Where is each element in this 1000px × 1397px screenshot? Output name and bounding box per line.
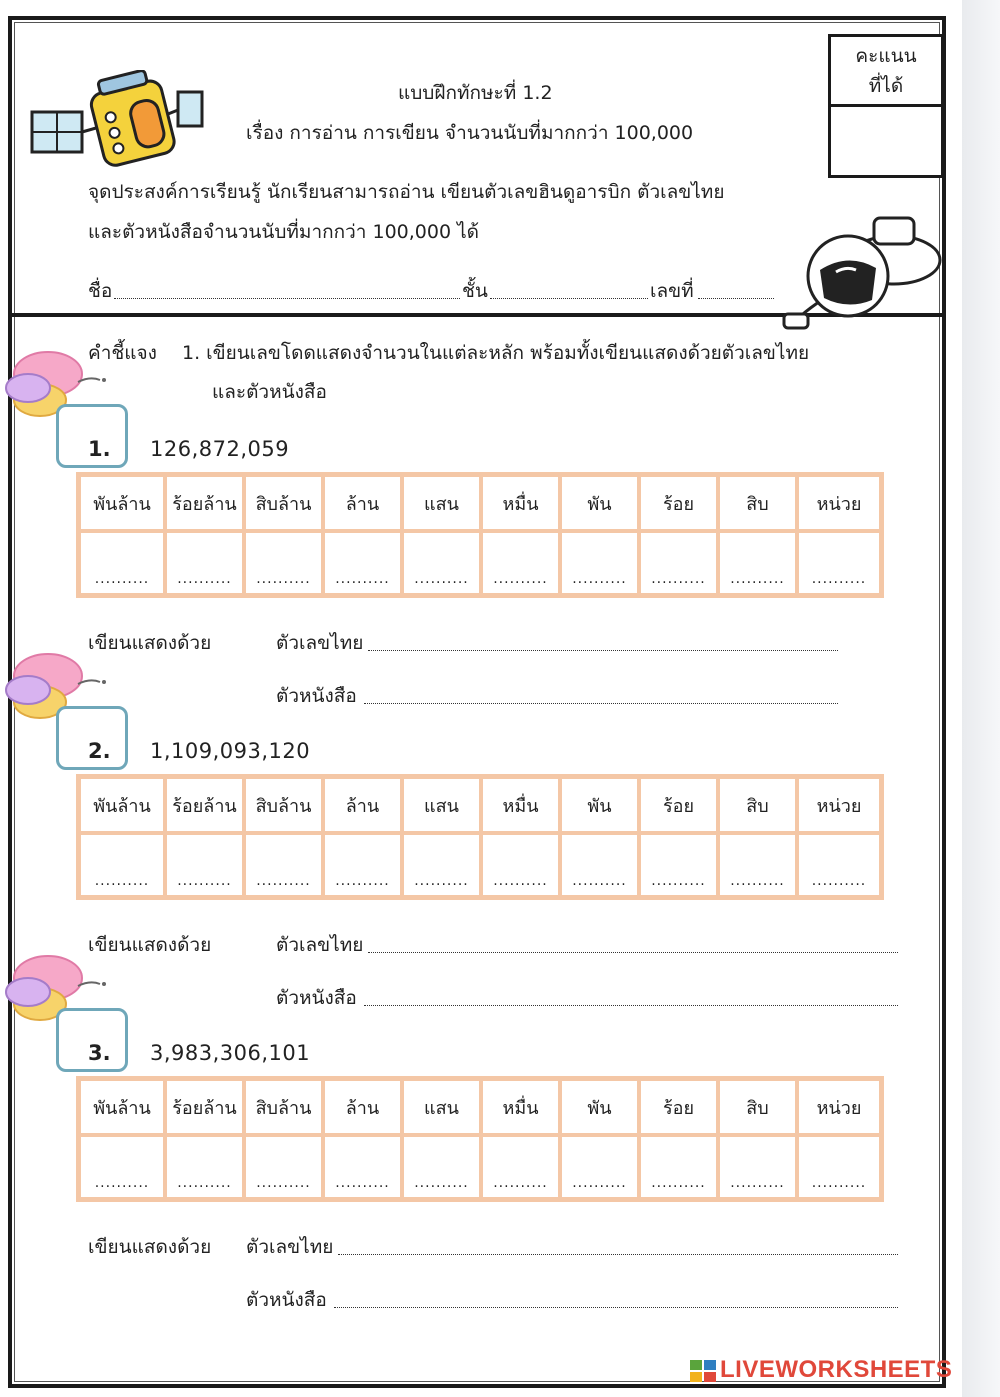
digit-input-cell[interactable]: .......... <box>560 531 639 595</box>
digit-input-cell[interactable]: .......... <box>481 833 560 897</box>
thai-numeral-input[interactable] <box>338 1254 898 1255</box>
thai-numeral-input[interactable] <box>368 952 898 953</box>
place-value-header: สิบ <box>718 475 797 531</box>
digit-input-cell[interactable]: .......... <box>402 833 481 897</box>
digit-input-cell[interactable]: .......... <box>244 1135 323 1199</box>
instructions-label: คำชี้แจง <box>88 342 157 364</box>
digit-input-cell[interactable]: .......... <box>797 531 881 595</box>
place-value-header: หน่วย <box>797 777 881 833</box>
liveworksheets-brand: LIVEWORKSHEETS <box>720 1356 953 1383</box>
digit-input-cell[interactable]: .......... <box>481 531 560 595</box>
digit-input-cell[interactable]: .......... <box>797 1135 881 1199</box>
digit-input-cell[interactable]: .......... <box>79 1135 165 1199</box>
digit-input-cell[interactable]: .......... <box>560 1135 639 1199</box>
score-box <box>828 34 944 178</box>
score-label: คะแนน ที่ได้ <box>831 37 941 107</box>
place-value-header: ร้อยล้าน <box>165 475 244 531</box>
place-value-header: แสน <box>402 475 481 531</box>
place-value-header: แสน <box>402 777 481 833</box>
thai-numeral-input[interactable] <box>368 650 838 651</box>
digit-input-cell[interactable]: .......... <box>639 833 718 897</box>
thai-numeral-label: ตัวเลขไทย <box>246 1236 334 1258</box>
place-value-header: แสน <box>402 1079 481 1135</box>
digit-input-cell[interactable]: .......... <box>165 531 244 595</box>
words-input[interactable] <box>364 703 838 704</box>
digit-input-cell[interactable]: .......... <box>79 531 165 595</box>
digit-input-cell[interactable]: .......... <box>639 531 718 595</box>
objective-line-1: จุดประสงค์การเรียนรู้ นักเรียนสามารถอ่าน เขียนตัวเลขฮินดูอารบิก ตัวเลขไทย <box>88 181 725 203</box>
place-value-header: สิบล้าน <box>244 777 323 833</box>
thai-numeral-label: ตัวเลขไทย <box>276 632 364 654</box>
score-input-area[interactable] <box>831 107 941 175</box>
words-label: ตัวหนังสือ <box>276 685 357 707</box>
student-number-field[interactable] <box>698 298 774 299</box>
place-value-table <box>76 1076 884 1202</box>
place-value-header: ล้าน <box>323 777 402 833</box>
place-value-header: พัน <box>560 1079 639 1135</box>
words-label: ตัวหนังสือ <box>246 1289 327 1311</box>
objective-line-2: และตัวหนังสือจำนวนนับที่มากกว่า 100,000 ได้ <box>88 221 480 243</box>
digit-input-cell[interactable]: .......... <box>718 531 797 595</box>
page-edge-shade <box>962 0 1000 1397</box>
place-value-header: ร้อย <box>639 475 718 531</box>
class-field[interactable] <box>490 298 648 299</box>
place-value-header: พันล้าน <box>79 1079 165 1135</box>
place-value-header: หมื่น <box>481 475 560 531</box>
place-value-header: ล้าน <box>323 475 402 531</box>
place-value-header: ล้าน <box>323 1079 402 1135</box>
place-value-header: พันล้าน <box>79 475 165 531</box>
digit-input-cell[interactable]: .......... <box>165 833 244 897</box>
problem-number: 3. <box>88 1041 111 1065</box>
write-label: เขียนแสดงด้วย <box>88 1236 212 1258</box>
place-value-header: สิบ <box>718 1079 797 1135</box>
place-value-header: ร้อยล้าน <box>165 1079 244 1135</box>
place-value-header: ร้อย <box>639 777 718 833</box>
class-label: ชั้น <box>462 280 488 302</box>
instructions-line-2: และตัวหนังสือ <box>212 381 327 403</box>
digit-input-cell[interactable]: .......... <box>639 1135 718 1199</box>
digit-input-cell[interactable]: .......... <box>323 531 402 595</box>
place-value-table <box>76 472 884 598</box>
place-value-header: หน่วย <box>797 475 881 531</box>
exercise-title: แบบฝึกทักษะที่ 1.2 <box>398 82 553 104</box>
problem-number: 1. <box>88 437 111 461</box>
write-label: เขียนแสดงด้วย <box>88 632 212 654</box>
digit-input-cell[interactable]: .......... <box>165 1135 244 1199</box>
digit-input-cell[interactable]: .......... <box>244 833 323 897</box>
digit-input-cell[interactable]: .......... <box>718 1135 797 1199</box>
problem-value: 1,109,093,120 <box>150 739 311 763</box>
place-value-header: สิบล้าน <box>244 475 323 531</box>
problem-value: 126,872,059 <box>150 437 290 461</box>
words-input[interactable] <box>334 1307 898 1308</box>
place-value-header: หมื่น <box>481 777 560 833</box>
place-value-table <box>76 774 884 900</box>
place-value-header: หน่วย <box>797 1079 881 1135</box>
place-value-header: หมื่น <box>481 1079 560 1135</box>
place-value-header: พัน <box>560 777 639 833</box>
digit-input-cell[interactable]: .......... <box>79 833 165 897</box>
instructions-line-1: 1. เขียนเลขโดดแสดงจำนวนในแต่ละหลัก พร้อมทั้งเขียนแสดงด้วยตัวเลขไทย <box>182 342 810 364</box>
digit-input-cell[interactable]: .......... <box>402 1135 481 1199</box>
digit-input-cell[interactable]: .......... <box>797 833 881 897</box>
digit-input-cell[interactable]: .......... <box>718 833 797 897</box>
digit-input-cell[interactable]: .......... <box>323 833 402 897</box>
problem-number: 2. <box>88 739 111 763</box>
problem-value: 3,983,306,101 <box>150 1041 311 1065</box>
write-label: เขียนแสดงด้วย <box>88 934 212 956</box>
digit-input-cell[interactable]: .......... <box>560 833 639 897</box>
place-value-header: พัน <box>560 475 639 531</box>
digit-input-cell[interactable]: .......... <box>323 1135 402 1199</box>
words-label: ตัวหนังสือ <box>276 987 357 1009</box>
number-label: เลขที่ <box>650 280 694 302</box>
digit-input-cell[interactable]: .......... <box>481 1135 560 1199</box>
astronaut-icon <box>776 210 948 340</box>
place-value-header: สิบ <box>718 777 797 833</box>
thai-numeral-label: ตัวเลขไทย <box>276 934 364 956</box>
digit-input-cell[interactable]: .......... <box>244 531 323 595</box>
liveworksheets-logo-icon <box>690 1360 716 1382</box>
subject-title: เรื่อง การอ่าน การเขียน จำนวนนับที่มากกว่า 100,000 <box>246 122 694 144</box>
place-value-header: สิบล้าน <box>244 1079 323 1135</box>
place-value-header: ร้อยล้าน <box>165 777 244 833</box>
satellite-icon <box>28 70 208 170</box>
name-label: ชื่อ <box>88 280 113 302</box>
words-input[interactable] <box>364 1005 898 1006</box>
digit-input-cell[interactable]: .......... <box>402 531 481 595</box>
place-value-header: ร้อย <box>639 1079 718 1135</box>
name-field[interactable] <box>114 298 460 299</box>
place-value-header: พันล้าน <box>79 777 165 833</box>
